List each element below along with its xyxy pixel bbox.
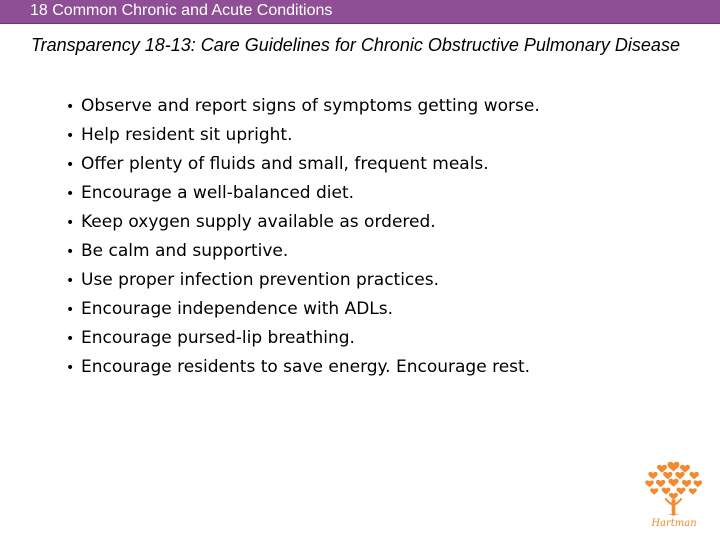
bullet-icon: • [66, 244, 75, 260]
logo-tree-trunk [665, 498, 683, 516]
list-item [66, 237, 686, 266]
bullet-icon: • [66, 157, 75, 173]
list-item [66, 324, 686, 353]
hartman-tree-logo-icon [642, 458, 706, 530]
slide-title: Transparency 18-13: Care Guidelines for Chronic Obstructive Pulmonary Disease [31, 35, 680, 55]
list-item-text: Encourage a well-balanced diet. [81, 183, 355, 203]
list-item-text: Encourage independence with ADLs. [81, 299, 394, 319]
bullet-icon: • [66, 302, 75, 318]
bullet-icon: • [66, 186, 75, 202]
list-item-text: Offer plenty of fluids and small, frequent meals. [81, 154, 489, 174]
list-item-text: Help resident sit upright. [81, 125, 293, 145]
list-item [66, 353, 686, 382]
bullet-icon: • [66, 99, 75, 115]
list-item-text: Observe and report signs of symptoms getting worse. [81, 96, 540, 116]
list-item [66, 208, 686, 237]
bullet-icon: • [66, 331, 75, 347]
bullet-icon: • [66, 273, 75, 289]
list-item [66, 121, 686, 150]
bullet-icon: • [66, 360, 75, 376]
bullet-icon: • [66, 128, 75, 144]
list-item-text: Be calm and supportive. [81, 241, 289, 261]
list-item [66, 179, 686, 208]
header-bar [0, 0, 720, 24]
list-item [66, 295, 686, 324]
hartman-logo [642, 458, 706, 530]
list-item-text: Encourage residents to save energy. Encourage rest. [81, 357, 531, 377]
list-item-text: Keep oxygen supply available as ordered. [81, 212, 436, 232]
list-item [66, 92, 686, 121]
bullet-icon: • [66, 215, 75, 231]
list-item [66, 266, 686, 295]
care-guidelines-list [66, 92, 686, 382]
header-title: 18 Common Chronic and Acute Conditions [30, 2, 333, 19]
list-item [66, 150, 686, 179]
logo-heart-leaves [645, 462, 702, 500]
list-item-text: Use proper infection prevention practices. [81, 270, 439, 290]
list-item-text: Encourage pursed-lip breathing. [81, 328, 355, 348]
logo-text: Hartman [651, 518, 697, 529]
